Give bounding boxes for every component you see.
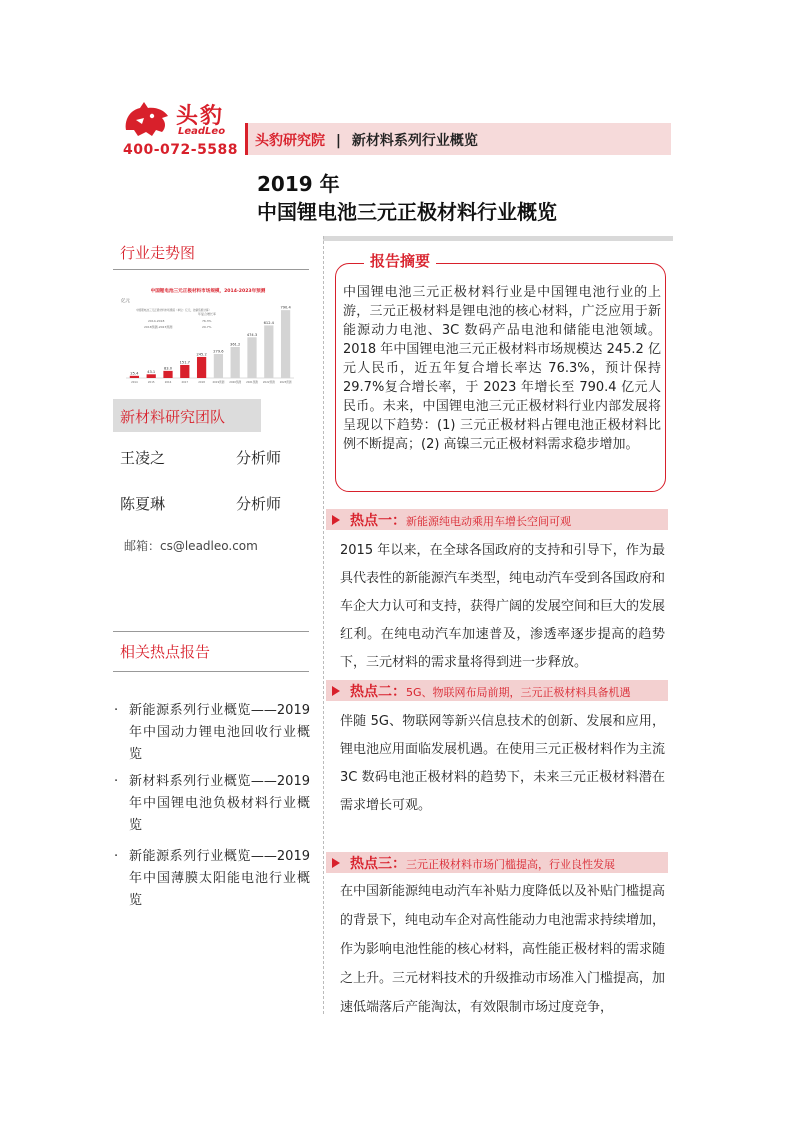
- hotspot-body: 伴随 5G、物联网等新兴信息技术的创新、发展和应用，锂电池应用面临发展机遇。在使用三元正极材料作为主流 3C 数码电池正极材料的趋势下，未来三元正极材料潜在需求增长可观。: [340, 714, 666, 813]
- chart-category-label: 2016: [164, 381, 172, 384]
- chart-value-label: 790.4: [280, 305, 291, 310]
- hotspot-subtitle: 5G、物联网布局前期，三元正极材料具备机遇: [406, 686, 631, 699]
- trend-divider: [113, 269, 309, 270]
- chart-legend-heading: 中国锂电池三元正极材料市场规模（单位：亿元，按销售额计算）: [136, 309, 212, 312]
- leopard-logo-icon: [122, 100, 172, 138]
- series-separator: |: [335, 133, 341, 149]
- chart-legend-period-2: 2018预测-2023预测: [144, 325, 173, 329]
- member-role: 分析师: [236, 495, 282, 513]
- chart-bar-2023预测: [281, 310, 290, 378]
- chart-value-label: 474.3: [246, 332, 258, 337]
- chart-bar-2014: [130, 376, 139, 378]
- chart-title: 中国锂电池三元正极材料市场规模，2014-2023年预测: [150, 289, 266, 294]
- related-report-title: 新材料系列行业概览——2019 年中国锂电池负极材料行业概览: [129, 774, 310, 833]
- related-report-link[interactable]: [114, 771, 310, 837]
- institute-name: 头豹研究院: [255, 133, 325, 149]
- chart-legend-period-1: 2014-2018: [148, 319, 165, 323]
- series-banner-accent: [245, 123, 248, 155]
- chart-bar-2022预测: [264, 325, 273, 378]
- title-divider: [323, 236, 673, 241]
- chart-value-label: 612.4: [263, 320, 274, 325]
- chart-bar-2021预测: [247, 337, 256, 378]
- contact-email[interactable]: 邮箱：cs@leadleo.com: [124, 539, 258, 553]
- related-divider-top: [113, 631, 309, 632]
- hotspot-subtitle: 新能源纯电动乘用车增长空间可观: [406, 515, 571, 528]
- related-report-link[interactable]: [114, 846, 310, 912]
- team-heading-box: [113, 399, 261, 432]
- chart-bar-2016: [163, 371, 172, 378]
- summary-text: 中国锂电池三元正极材料行业是中国锂电池行业的上游，三元正极材料是锂电池的核心材料，广泛应用于新能源动力电池、3C 数码产品电池和储能电池领域。2018 年中国锂电池三元正极材料市场规模达 245.2 亿元人民币，近五年复合增长率达 76.3%，预计保持 29.7%复合增长率，于 2023 年增长至 790.4 亿元人民币。未来，中国锂电池三元正极材料行业内部发展将呈现以下趋势：(1) 三元正极材料占锂电池正极材料比例不断提高；(2) 高镍三元正极材料需求稳步增加。: [343, 285, 661, 452]
- hotspot-subtitle: 三元正极材料市场门槛提高，行业良性发展: [406, 858, 615, 871]
- hotspot-banner: [326, 852, 668, 873]
- market-size-chart: [118, 283, 298, 391]
- bullet: ·: [114, 774, 119, 789]
- chart-category-label: 2022预测: [262, 381, 275, 384]
- related-report-title: 新能源系列行业概览——2019 年中国动力锂电池回收行业概览: [129, 703, 310, 762]
- related-divider-bottom: [113, 671, 309, 672]
- related-heading: 相关热点报告: [120, 643, 211, 661]
- chart-category-label: 2015: [147, 381, 155, 384]
- trend-heading: 行业走势图: [120, 244, 196, 262]
- chart-value-label: 245.2: [196, 352, 207, 357]
- series-name: 新材料系列行业概览: [351, 133, 478, 149]
- hotspot-banner: [326, 509, 668, 530]
- related-report-link[interactable]: [114, 700, 310, 766]
- hotspot-label: 热点三：: [350, 856, 406, 872]
- member-name: 陈夏琳: [120, 495, 166, 513]
- member-role: 分析师: [236, 449, 282, 467]
- chart-bar-2018: [197, 357, 206, 378]
- chart-value-label: 25.4: [130, 371, 139, 376]
- triangle-marker-icon: [332, 686, 340, 696]
- document-title: 中国锂电池三元正极材料行业概览: [257, 200, 557, 224]
- chart-bar-2020预测: [231, 347, 240, 378]
- chart-value-label: 279.6: [213, 349, 224, 354]
- series-banner: [245, 123, 671, 155]
- team-heading: 新材料研究团队: [120, 408, 226, 426]
- related-report-title: 新能源系列行业概览——2019 年中国薄膜太阳能电池行业概览: [129, 849, 310, 908]
- chart-legend-cagr-2: 29.7%: [202, 325, 212, 329]
- chart-legend-col-header: 年复合增长率: [198, 312, 217, 316]
- triangle-marker-icon: [332, 515, 340, 525]
- chart-bar-2015: [147, 374, 156, 378]
- series-banner-text: [255, 130, 478, 150]
- phone-number: 400-072-5588: [123, 142, 239, 158]
- chart-legend-cagr-1: 76.3%: [202, 319, 212, 323]
- summary-label: 报告摘要: [364, 250, 436, 271]
- chart-category-label: 2019预测: [212, 381, 225, 384]
- member-name: 王凌之: [120, 449, 166, 467]
- chart-category-label: 2017: [181, 381, 189, 384]
- chart-value-label: 151.7: [179, 360, 190, 365]
- hotspot-label: 热点一：: [350, 513, 406, 529]
- chart-category-label: 2018: [198, 381, 205, 384]
- chart-bar-2019预测: [214, 354, 223, 378]
- chart-value-label: 43.1: [147, 369, 156, 374]
- chart-bar-2017: [180, 365, 189, 378]
- chart-value-label: 361.2: [230, 342, 241, 347]
- chart-category-label: 2014: [131, 381, 138, 384]
- logo-wordmark-en: LeadLeo: [178, 126, 226, 137]
- chart-ylabel: 亿元: [121, 299, 130, 304]
- chart-category-label: 2020预测: [229, 381, 242, 384]
- logo-wordmark-cn: 头豹: [176, 104, 225, 129]
- bullet: ·: [114, 703, 119, 718]
- document-year: 2019 年: [257, 172, 340, 196]
- hotspot-body: 2015 年以来，在全球各国政府的支持和引导下，作为最具代表性的新能源汽车类型，纯电动汽车受到各国政府和车企大力认可和支持，获得广阔的发展空间和巨大的发展红利。在纯电动汽车加速普及，渗透率逐步提高的趋势下，三元材料的需求量将得到进一步释放。: [340, 543, 666, 670]
- bullet: ·: [114, 849, 119, 864]
- hotspot-body: 在中国新能源纯电动汽车补贴力度降低以及补贴门槛提高的背景下，纯电动车企对高性能动力电池需求持续增加，作为影响电池性能的核心材料，高性能正极材料的需求随之上升。三元材料技术的升级推动市场准入门槛提高，加速低端落后产能淘汰，有效限制市场过度竞争，: [340, 884, 666, 1015]
- triangle-marker-icon: [332, 858, 340, 868]
- chart-value-label: 83.0: [163, 366, 173, 371]
- chart-category-label: 2023预测: [279, 381, 292, 384]
- column-divider: [323, 236, 324, 1014]
- hotspot-banner: [326, 680, 668, 701]
- chart-category-label: 2021预测: [246, 381, 258, 384]
- hotspot-label: 热点二：: [350, 684, 406, 700]
